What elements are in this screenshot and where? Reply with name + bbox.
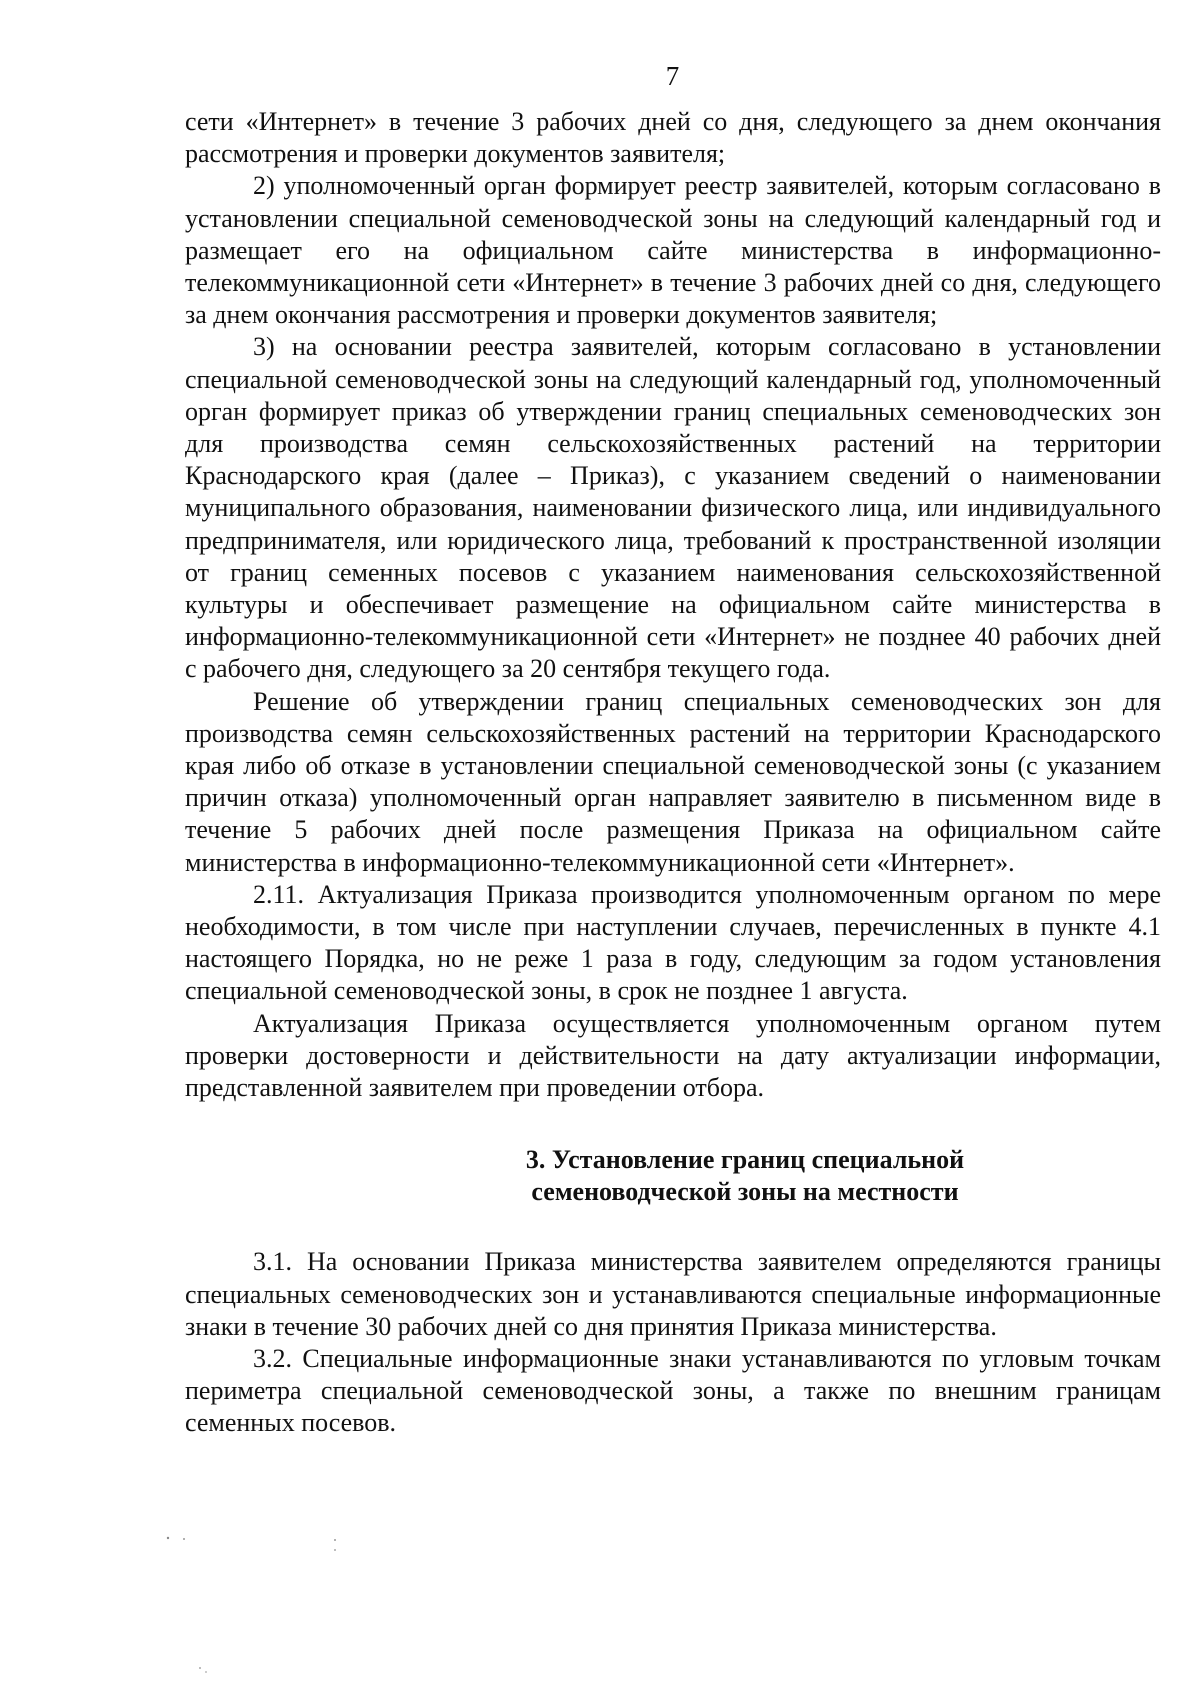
paragraph-item-3: 3) на основании реестра заявителей, которым согласовано в установлении специальной семеноводческой зоны на следующий календарный год, уполномоченный орган формирует приказ об утверждении границ специальных семеноводческих зон для производства семян сельскохозяйственных растений на территории Краснодарского края (далее – Приказ), с указанием сведений о наименовании муниципального образования, наименовании физического лица, или индивидуального предпринимателя, или юридического лица, требований к пространственной изоляции от границ семенных посевов с указанием наименования сельскохозяйственной культуры и обеспечивает размещение на официальном сайте министерства в информационно-телекоммуникационной сети «Интернет» не позднее 40 рабочих дней с рабочего дня, следующего за 20 сентября текущего года.	[185, 332, 1161, 684]
paragraph-item-2: 2) уполномоченный орган формирует реестр заявителей, которым согласовано в установлении специальной семеноводческой зоны на следующий календарный год и размещает его на официальном сайте министерства в информационно-телекоммуникационной сети «Интернет» в течение 3 рабочих дней со дня, следующего за днем окончания рассмотрения и проверки документов заявителя;	[185, 171, 1161, 330]
paragraph-2-11: 2.11. Актуализация Приказа производится уполномоченным органом по мере необходимости, в том числе при наступлении случаев, перечисленных в пункте 4.1 настоящего Порядка, но не реже 1 раза в году, следующим за годом установления специальной семеноводческой зоны, в срок не позднее 1 августа.	[185, 879, 1161, 1006]
paragraph-continuation: сети «Интернет» в течение 3 рабочих дней со дня, следующего за днем окончания рассмотрения и проверки документов заявителя;	[185, 107, 1161, 169]
page-number: 7	[665, 61, 680, 91]
section-heading	[185, 1144, 1161, 1208]
scan-noise-marks	[160, 1530, 400, 1680]
section-heading-line-1: 3. Установление границ специальной	[525, 1145, 965, 1175]
paragraph-3-2: 3.2. Специальные информационные знаки устанавливаются по угловым точкам периметра специальной семеноводческой зоны, а также по внешним границам семенных посевов.	[185, 1343, 1161, 1438]
paragraph-actualization: Актуализация Приказа осуществляется уполномоченным органом путем проверки достоверности и действительности на дату актуализации информации, представленной заявителем при проведении отбора.	[185, 1008, 1161, 1103]
document-body	[185, 106, 1161, 1440]
section-heading-line-2: семеноводческой зоны на местности	[531, 1177, 959, 1207]
paragraph-3-1: 3.1. На основании Приказа министерства заявителем определяются границы специальных семеноводческих зон и устанавливаются специальные информационные знаки в течение 30 рабочих дней со дня принятия Приказа министерства.	[185, 1247, 1161, 1341]
paragraph-decision: Решение об утверждении границ специальных семеноводческих зон для производства семян сельскохозяйственных растений на территории Краснодарского края либо об отказе в установлении специальной семеноводческой зоны (с указанием причин отказа) уполномоченный орган направляет заявителю в письменном виде в течение 5 рабочих дней после размещения Приказа на официальном сайте министерства в информационно-телекоммуникационной сети «Интернет».	[185, 686, 1161, 877]
